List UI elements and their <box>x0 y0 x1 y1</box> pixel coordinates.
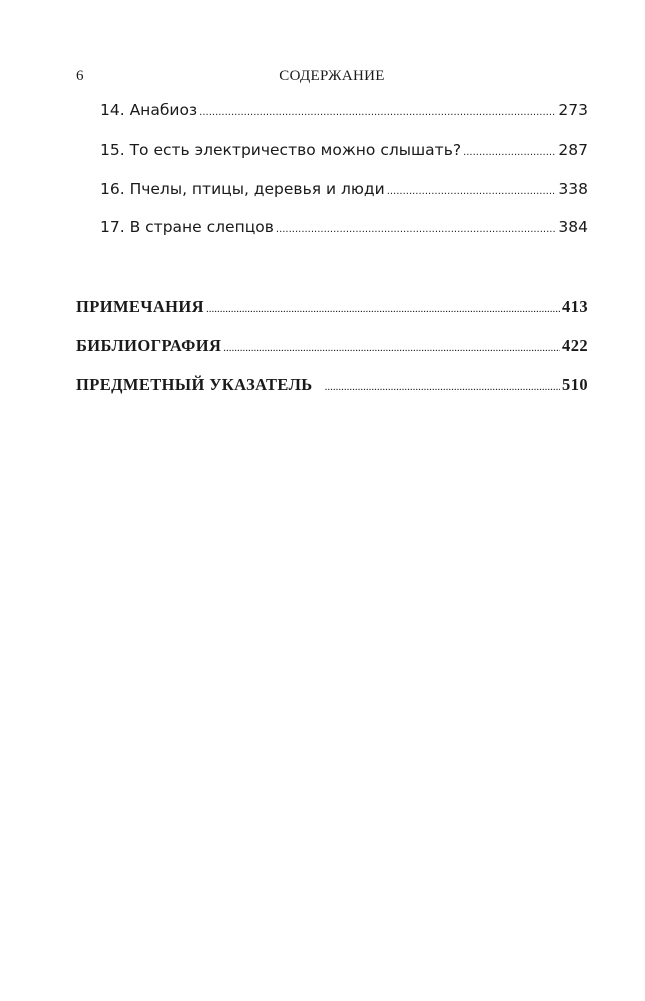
toc-entry-chapter-15[interactable] <box>100 141 588 159</box>
toc-entry-chapter-16[interactable] <box>100 180 588 198</box>
dot-leader <box>223 342 560 354</box>
entry-page-number: 338 <box>558 180 588 198</box>
dot-leader <box>276 224 557 235</box>
entry-title: 14. Анабиоз <box>100 101 198 119</box>
entry-page-number: 273 <box>558 101 588 119</box>
entry-title: 17. В стране слепцов <box>100 218 274 236</box>
toc-entry-subject-index[interactable] <box>76 375 588 395</box>
dot-leader <box>206 303 560 315</box>
dot-leader <box>463 147 556 158</box>
toc-entry-notes[interactable] <box>76 297 588 317</box>
entry-page-number: 422 <box>562 336 588 355</box>
entry-page-number: 384 <box>558 218 588 236</box>
dot-leader <box>199 107 556 118</box>
toc-entry-bibliography[interactable] <box>76 336 588 356</box>
entry-page-number: 510 <box>562 375 588 394</box>
entry-title: БИБЛИОГРАФИЯ <box>76 336 222 355</box>
entry-title: ПРИМЕЧАНИЯ <box>76 297 204 316</box>
page-number: 6 <box>76 68 84 84</box>
toc-entry-chapter-17[interactable] <box>100 218 588 236</box>
entry-page-number: 413 <box>562 297 588 316</box>
running-title: СОДЕРЖАНИЕ <box>279 68 385 84</box>
toc-entry-chapter-14[interactable] <box>100 101 588 119</box>
entry-page-number: 287 <box>558 141 588 159</box>
entry-title: 16. Пчелы, птицы, деревья и люди <box>100 180 385 198</box>
dot-leader <box>325 381 560 393</box>
dot-leader <box>387 186 557 197</box>
page-header <box>76 68 588 90</box>
entry-title: 15. То есть электричество можно слышать? <box>100 141 462 159</box>
entry-title: ПРЕДМЕТНЫЙ УКАЗАТЕЛЬ <box>76 375 313 394</box>
